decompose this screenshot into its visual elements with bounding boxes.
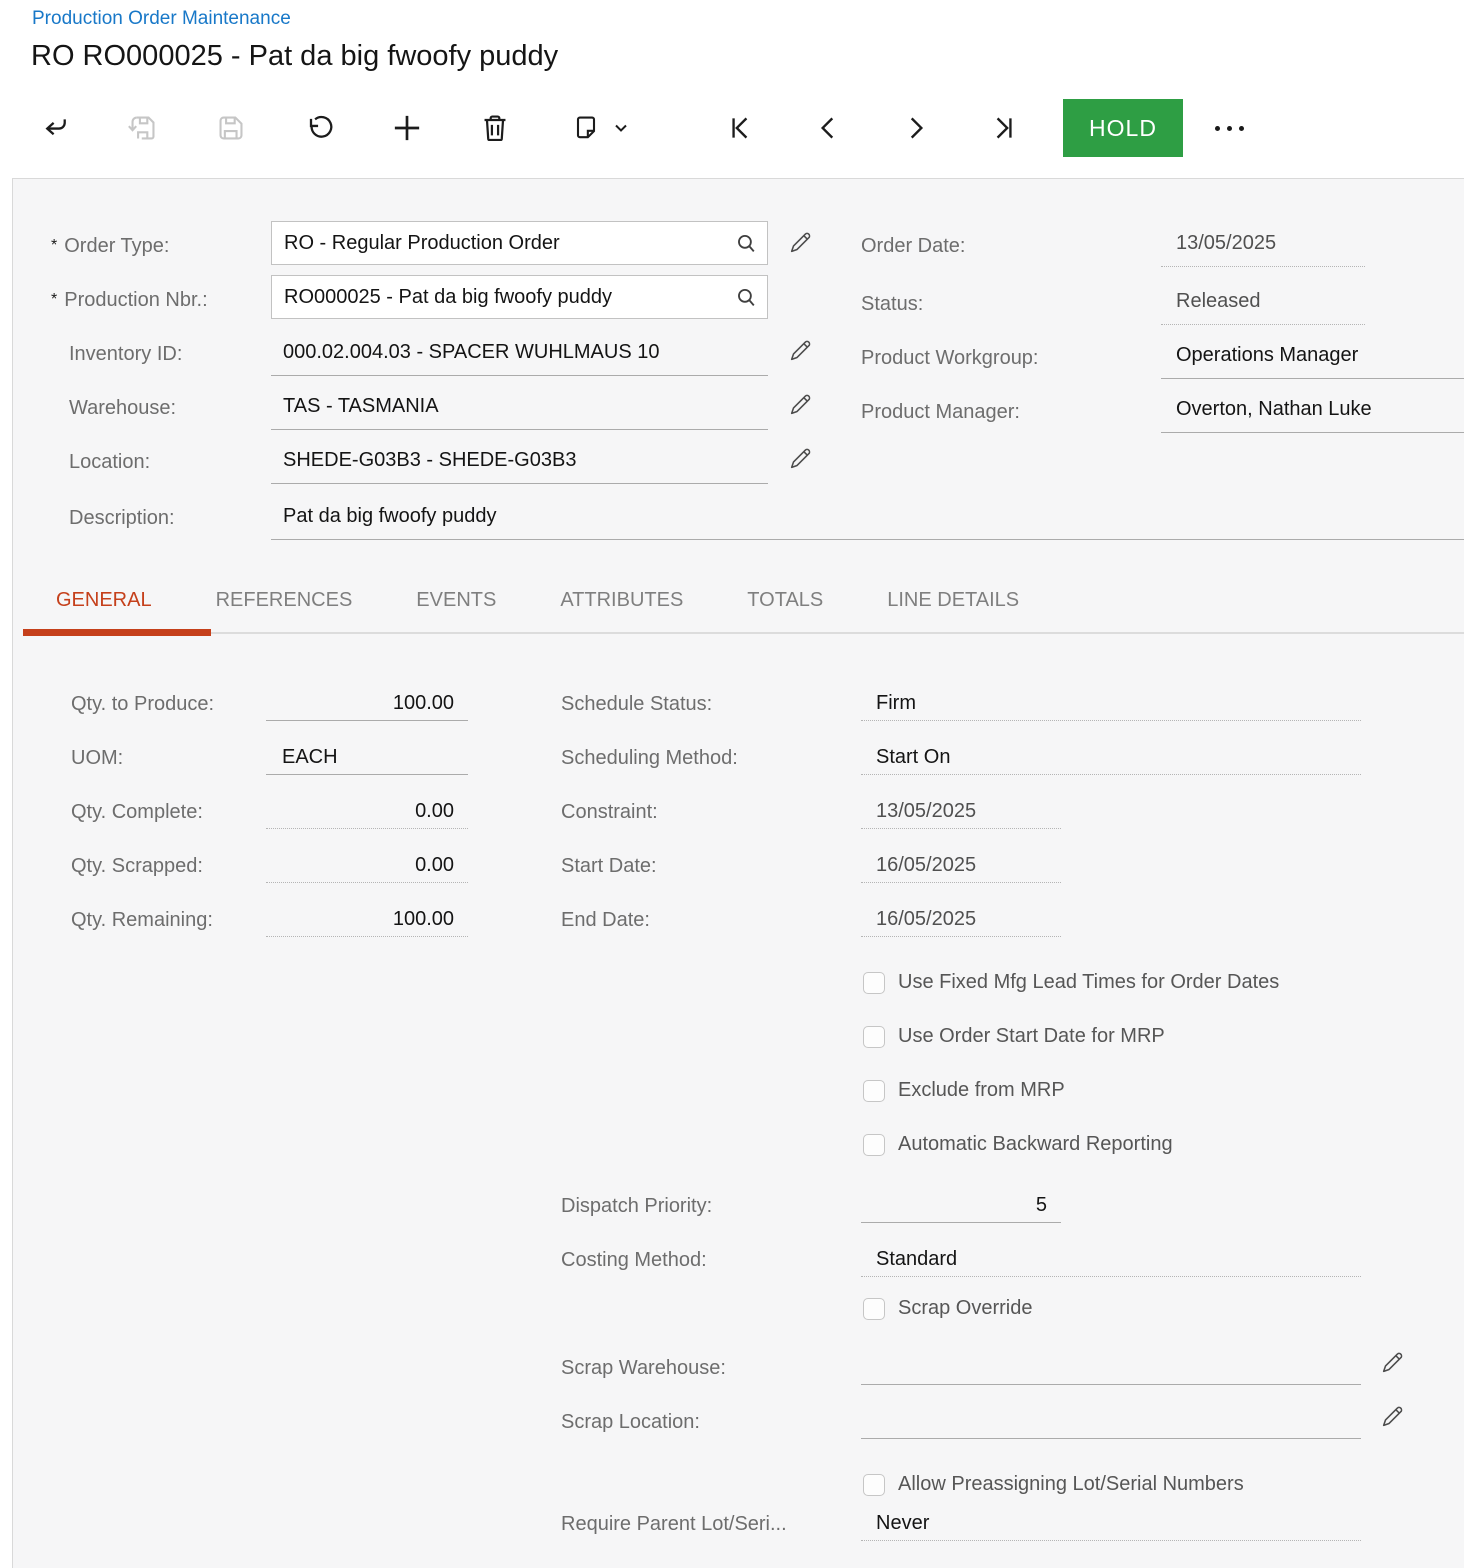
tab-line-details[interactable]: LINE DETAILS bbox=[887, 589, 1020, 611]
breadcrumb[interactable]: Production Order Maintenance bbox=[32, 8, 291, 29]
product-workgroup-value[interactable]: Operations Manager bbox=[1161, 337, 1464, 379]
product-workgroup-label: Product Workgroup: bbox=[861, 347, 1039, 369]
checkbox-icon[interactable] bbox=[863, 1134, 885, 1156]
more-actions-button[interactable] bbox=[1201, 99, 1257, 157]
chevron-right-icon bbox=[901, 113, 931, 143]
product-manager-value[interactable]: Overton, Nathan Luke bbox=[1161, 391, 1464, 433]
chevron-down-icon bbox=[612, 119, 630, 137]
location-value[interactable]: SHEDE-G03B3 - SHEDE-G03B3 bbox=[271, 442, 768, 484]
start-date-value: 16/05/2025 bbox=[861, 847, 1061, 883]
uom-label: UOM: bbox=[71, 747, 124, 769]
active-tab-indicator bbox=[23, 629, 211, 636]
checkbox-exclude-from-mrp[interactable]: Exclude from MRP bbox=[863, 1079, 1065, 1102]
dispatch-priority-label: Dispatch Priority: bbox=[561, 1195, 713, 1217]
qty-to-produce-value[interactable]: 100.00 bbox=[266, 685, 468, 721]
location-edit-pencil-icon[interactable] bbox=[787, 445, 814, 472]
checkbox-scrap-override[interactable]: Scrap Override bbox=[863, 1297, 1033, 1320]
require-parent-lot-serial-value[interactable]: Never bbox=[861, 1505, 1361, 1541]
end-date-value: 16/05/2025 bbox=[861, 901, 1061, 937]
inventory-id-value[interactable]: 000.02.004.03 - SPACER WUHLMAUS 10 bbox=[271, 334, 768, 376]
tab-totals[interactable]: TOTALS bbox=[747, 589, 824, 611]
scheduling-method-label: Scheduling Method: bbox=[561, 747, 738, 769]
previous-record-button[interactable] bbox=[799, 99, 857, 157]
save-button[interactable] bbox=[202, 99, 260, 157]
back-button[interactable] bbox=[26, 99, 84, 157]
trash-icon bbox=[479, 112, 511, 144]
search-icon[interactable] bbox=[733, 285, 759, 317]
tab-bar bbox=[56, 589, 1019, 612]
save-and-close-icon bbox=[127, 112, 159, 144]
ellipsis-icon bbox=[1215, 126, 1244, 131]
search-icon[interactable] bbox=[733, 231, 759, 263]
plus-icon bbox=[390, 111, 424, 145]
last-record-icon bbox=[989, 113, 1019, 143]
location-label: Location: bbox=[69, 451, 151, 473]
add-button[interactable] bbox=[378, 99, 436, 157]
tab-general[interactable]: GENERAL bbox=[56, 589, 152, 611]
production-nbr-input[interactable]: RO000025 - Pat da big fwoofy puddy bbox=[271, 275, 768, 319]
order-type-label: * Order Type: bbox=[51, 235, 170, 257]
first-record-button[interactable] bbox=[711, 99, 769, 157]
constraint-label: Constraint: bbox=[561, 801, 658, 823]
dispatch-priority-value[interactable]: 5 bbox=[861, 1187, 1061, 1223]
tab-events[interactable]: EVENTS bbox=[416, 589, 497, 611]
save-icon bbox=[215, 112, 247, 144]
scrap-location-edit-pencil-icon[interactable] bbox=[1379, 1403, 1406, 1430]
tab-references[interactable]: REFERENCES bbox=[215, 589, 353, 611]
end-date-label: End Date: bbox=[561, 909, 650, 931]
costing-method-value[interactable]: Standard bbox=[861, 1241, 1361, 1277]
uom-value[interactable]: EACH bbox=[266, 739, 468, 775]
warehouse-edit-pencil-icon[interactable] bbox=[787, 391, 814, 418]
required-marker: * bbox=[51, 291, 58, 308]
checkbox-icon[interactable] bbox=[863, 1474, 885, 1496]
costing-method-label: Costing Method: bbox=[561, 1249, 707, 1271]
required-marker: * bbox=[51, 237, 58, 254]
checkbox-allow-preassigning-lot-serial[interactable]: Allow Preassigning Lot/Serial Numbers bbox=[863, 1473, 1244, 1496]
order-type-edit-pencil-icon[interactable] bbox=[787, 229, 814, 256]
next-record-button[interactable] bbox=[887, 99, 945, 157]
scrap-warehouse-value[interactable] bbox=[861, 1347, 1361, 1385]
qty-complete-label: Qty. Complete: bbox=[71, 801, 203, 823]
description-value[interactable]: Pat da big fwoofy puddy bbox=[271, 498, 1464, 540]
checkbox-icon[interactable] bbox=[863, 1026, 885, 1048]
warehouse-value[interactable]: TAS - TASMANIA bbox=[271, 388, 768, 430]
scheduling-method-value[interactable]: Start On bbox=[861, 739, 1361, 775]
status-label: Status: bbox=[861, 293, 924, 315]
checkbox-automatic-backward-reporting[interactable]: Automatic Backward Reporting bbox=[863, 1133, 1173, 1156]
require-parent-lot-serial-label: Require Parent Lot/Seri... bbox=[561, 1513, 787, 1535]
chevron-left-icon bbox=[813, 113, 843, 143]
constraint-value: 13/05/2025 bbox=[861, 793, 1061, 829]
scrap-location-label: Scrap Location: bbox=[561, 1411, 700, 1433]
order-date-value: 13/05/2025 bbox=[1161, 225, 1365, 267]
toolbar bbox=[26, 99, 1257, 157]
qty-scrapped-label: Qty. Scrapped: bbox=[71, 855, 203, 877]
delete-button[interactable] bbox=[466, 99, 524, 157]
qty-remaining-label: Qty. Remaining: bbox=[71, 909, 213, 931]
product-manager-label: Product Manager: bbox=[861, 401, 1020, 423]
warehouse-label: Warehouse: bbox=[69, 397, 177, 419]
schedule-status-label: Schedule Status: bbox=[561, 693, 713, 715]
qty-complete-value: 0.00 bbox=[266, 793, 468, 829]
checkbox-icon[interactable] bbox=[863, 1080, 885, 1102]
qty-scrapped-value: 0.00 bbox=[266, 847, 468, 883]
last-record-button[interactable] bbox=[975, 99, 1033, 157]
tab-divider bbox=[23, 632, 1464, 634]
clipboard-menu-button[interactable] bbox=[554, 99, 646, 157]
checkbox-icon[interactable] bbox=[863, 972, 885, 994]
description-label: Description: bbox=[69, 507, 175, 529]
scrap-warehouse-label: Scrap Warehouse: bbox=[561, 1357, 726, 1379]
tab-attributes[interactable]: ATTRIBUTES bbox=[560, 589, 684, 611]
status-value: Released bbox=[1161, 283, 1365, 325]
checkbox-icon[interactable] bbox=[863, 1298, 885, 1320]
schedule-status-value[interactable]: Firm bbox=[861, 685, 1361, 721]
production-nbr-label: * Production Nbr.: bbox=[51, 289, 208, 311]
start-date-label: Start Date: bbox=[561, 855, 657, 877]
clipboard-icon bbox=[570, 112, 602, 144]
form-panel bbox=[12, 178, 1464, 1568]
qty-remaining-value: 100.00 bbox=[266, 901, 468, 937]
qty-to-produce-label: Qty. to Produce: bbox=[71, 693, 215, 715]
undo-icon bbox=[303, 112, 335, 144]
hold-button[interactable]: HOLD bbox=[1063, 99, 1183, 157]
back-icon bbox=[39, 112, 71, 144]
checkbox-use-order-start-date-for-mrp[interactable]: Use Order Start Date for MRP bbox=[863, 1025, 1165, 1048]
order-date-label: Order Date: bbox=[861, 235, 966, 257]
inventory-id-label: Inventory ID: bbox=[69, 343, 183, 365]
undo-button[interactable] bbox=[290, 99, 348, 157]
page-title: RO RO000025 - Pat da big fwoofy puddy bbox=[31, 40, 559, 72]
first-record-icon bbox=[725, 113, 755, 143]
save-and-close-button[interactable] bbox=[114, 99, 172, 157]
inventory-id-edit-pencil-icon[interactable] bbox=[787, 337, 814, 364]
checkbox-use-fixed-mfg-lead-times[interactable]: Use Fixed Mfg Lead Times for Order Dates bbox=[863, 971, 1279, 994]
order-type-input[interactable]: RO - Regular Production Order bbox=[271, 221, 768, 265]
scrap-warehouse-edit-pencil-icon[interactable] bbox=[1379, 1349, 1406, 1376]
scrap-location-value[interactable] bbox=[861, 1401, 1361, 1439]
